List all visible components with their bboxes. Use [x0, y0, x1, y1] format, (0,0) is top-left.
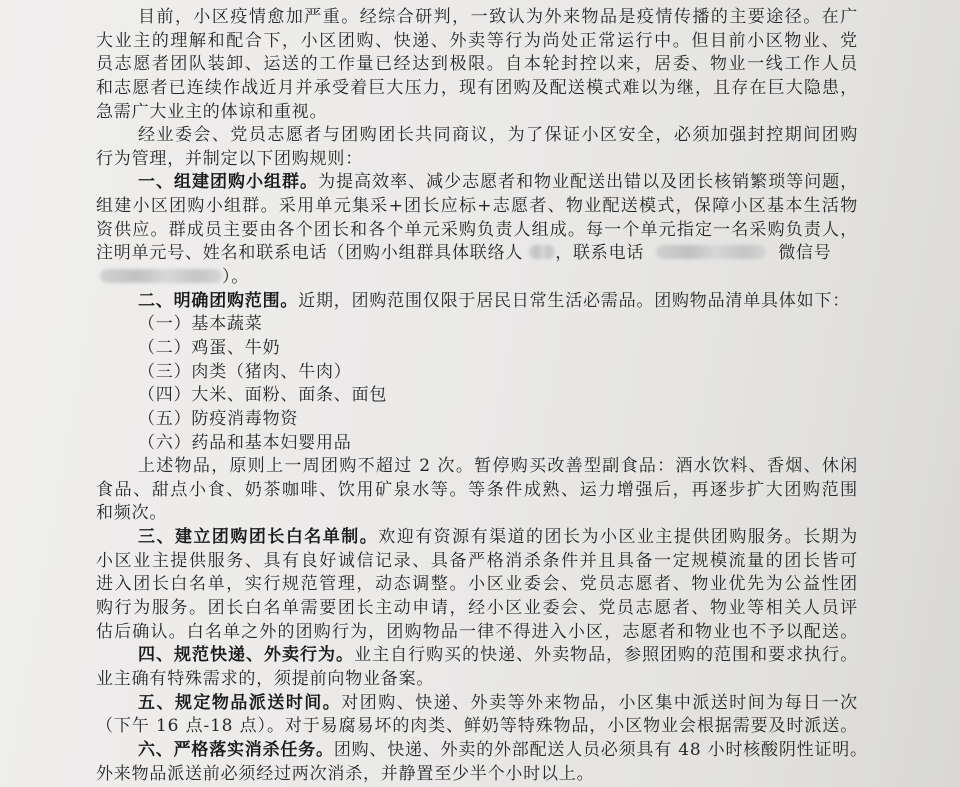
line-text: （五）防疫消毒物资	[138, 408, 299, 429]
line-text: 上述物品，原则上一周团购不超过 2 次。暂停购买改善型副食品：酒水饮料、香烟、休闲	[138, 456, 858, 477]
text-line	[96, 219, 858, 243]
line-text: 资供应。群成员主要由各个团长和各个单元采购负责人组成。每一个单元指定一名采购负责人，	[96, 219, 858, 240]
line-text: 注明单元号、姓名和联系电话（团购小组群具体联络人	[96, 243, 524, 264]
document-page	[96, 6, 868, 786]
section-heading: 六、严格落实消杀任务。	[138, 739, 334, 760]
text-line	[96, 692, 858, 716]
line-text: 估后确认。白名单之外的团购行为，团购物品一律不得进入小区，志愿者和物业也不予以配送。	[96, 621, 858, 642]
section-heading: 三、建立团购团长白名单制。	[138, 527, 379, 548]
line-text: 欢迎有资源有渠道的团长为小区业主提供团购服务。长期为	[378, 527, 858, 548]
redacted-wechat-id	[100, 269, 222, 283]
line-text: ）。	[222, 267, 250, 288]
section-heading: 一、组建团购小组群。	[138, 172, 319, 193]
line-text: 为提高效率、减少志愿者和物业配送出错以及团长核销繁琐等问题，	[318, 172, 859, 193]
line-text: （三）肉类（猪肉、牛肉）	[138, 361, 352, 382]
text-line	[96, 739, 868, 763]
line-text: （二）鸡蛋、牛奶	[138, 337, 281, 358]
text-line	[96, 715, 858, 739]
line-text: 食品、甜点小食、奶茶咖啡、饮用矿泉水等。等条件成熟、运力增强后，再逐步扩大团购范围	[96, 479, 858, 500]
list-item	[96, 384, 858, 408]
text-line	[96, 526, 858, 550]
text-line	[96, 644, 858, 668]
line-text: 和频次。	[96, 503, 168, 524]
section-heading: 四、规范快递、外卖行为。	[138, 645, 355, 666]
line-text: 小区业主提供服务、具有良好诚信记录、具备严格消杀条件并且具备一定规模流量的团长皆可	[96, 550, 858, 571]
line-text: 购行为服务。团长白名单需要团长主动申请，经小区业委会、党员志愿者、物业等相关人员评	[96, 598, 858, 619]
line-text: 员志愿者团队装卸、运送的工作量已经达到极限。自本轮封控以来，居委、物业一线工作人员	[96, 54, 858, 75]
text-line	[96, 597, 858, 621]
text-line	[96, 479, 858, 503]
text-line	[96, 290, 858, 314]
line-text: （一）基本蔬菜	[138, 314, 263, 335]
line-text: 目前，小区疫情愈加严重。经综合研判，一致认为外来物品是疫情传播的主要途径。在广	[138, 7, 858, 27]
text-line	[96, 77, 858, 101]
line-text: 和志愿者已连续作战近月并承受着巨大压力，现有团购及配送模式难以为继，且存在巨大隐患，	[96, 77, 858, 98]
list-item	[96, 337, 858, 361]
line-text: （四）大米、面粉、面条、面包	[138, 385, 388, 406]
text-line	[96, 455, 858, 479]
text-line	[96, 266, 858, 290]
line-text: （下午 16 点-18 点）。对于易腐易坏的肉类、鲜奶等特殊物品，小区物业会根据需要及时派送。	[96, 716, 858, 737]
line-text: ，联系电话	[555, 243, 645, 264]
text-line	[96, 124, 858, 148]
line-text: 近期，团购范围仅限于居民日常生活必需品。团购物品清单具体如下：	[298, 290, 851, 311]
text-line	[96, 171, 858, 195]
line-text: 行为管理，并制定以下团购规则：	[96, 148, 363, 169]
text-line	[96, 550, 858, 574]
text-line	[96, 668, 858, 692]
line-text: 团购、快递、外卖的外部配送人员必须具有 48 小时核酸阴性证明。	[333, 739, 868, 760]
section-heading: 五、规定物品派送时间。	[138, 692, 342, 713]
text-line	[96, 101, 858, 125]
list-item	[96, 361, 858, 385]
list-item	[96, 408, 858, 432]
text-line	[96, 6, 858, 30]
line-text: 业主自行购买的快递、外卖物品，参照团购的范围和要求执行。	[354, 645, 858, 666]
text-line	[96, 502, 858, 526]
line-text: （六）药品和基本妇婴用品	[138, 432, 352, 453]
section-heading: 二、明确团购范围。	[138, 290, 299, 311]
line-text: 对团购、快递、外卖等外来物品，小区集中派送时间为每日一次	[341, 692, 858, 713]
line-text: 外来物品派送前必须经过两次消杀，并静置至少半个小时以上。	[96, 763, 595, 784]
line-text: 业主确有特殊需求的，须提前向物业备案。	[96, 668, 435, 689]
text-line	[96, 621, 858, 645]
text-line	[96, 30, 858, 54]
line-text: 急需广大业主的体谅和重视。	[96, 101, 328, 122]
text-line	[96, 763, 858, 787]
text-line	[96, 573, 858, 597]
redacted-phone-number	[656, 245, 766, 259]
line-text: 进入团长白名单，实行规范管理，动态调整。小区业委会、党员志愿者、物业优先为公益性团	[96, 574, 858, 595]
text-line	[96, 242, 858, 266]
text-line	[96, 53, 858, 77]
line-text: 经业委会、党员志愿者与团购团长共同商议，为了保证小区安全，必须加强封控期间团购	[138, 125, 858, 146]
line-text: 大业主的理解和配合下，小区团购、快递、外卖等行为尚处正常运行中。但目前小区物业、党	[96, 30, 858, 51]
line-text: 微信号	[778, 243, 832, 264]
list-item	[96, 432, 858, 456]
line-text: 组建小区团购小组群。采用单元集采+团长应标+志愿者、物业配送模式，保障小区基本生活物	[96, 196, 858, 217]
redacted-contact-name	[529, 245, 555, 259]
text-line	[96, 148, 858, 172]
list-item	[96, 313, 858, 337]
text-line	[96, 195, 858, 219]
